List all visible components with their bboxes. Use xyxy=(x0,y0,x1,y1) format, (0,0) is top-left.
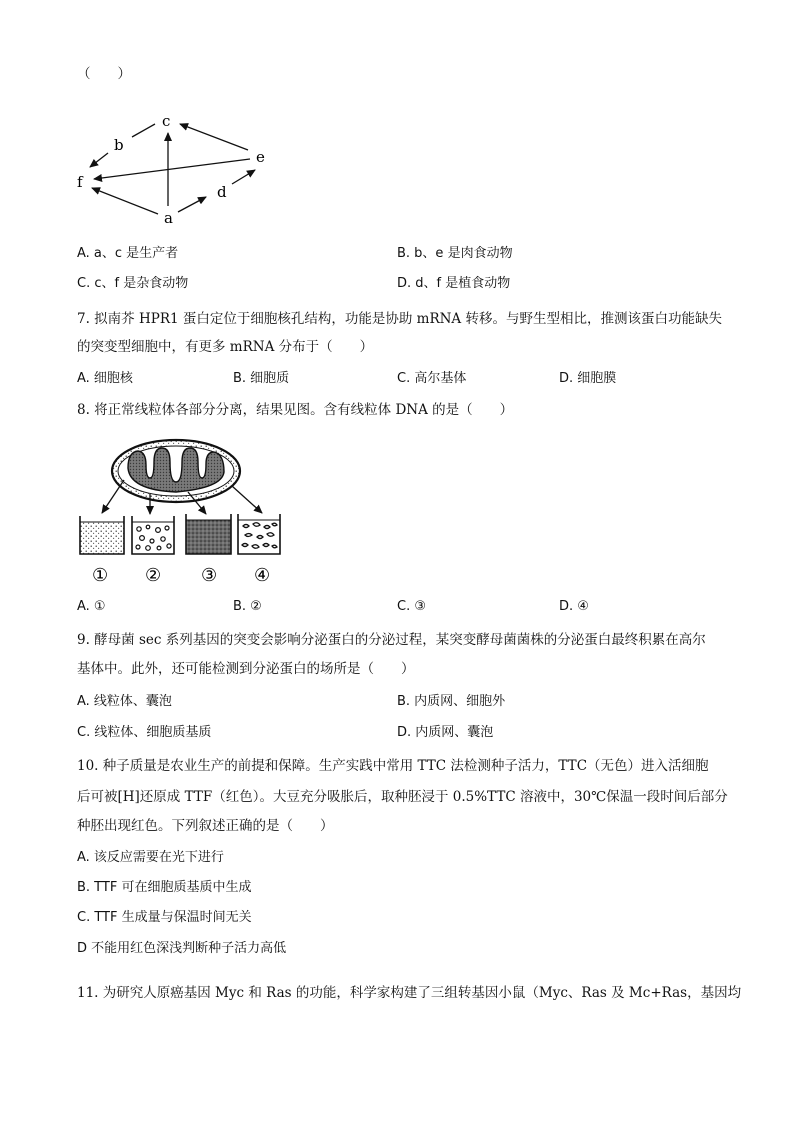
q9-option-d[interactable]: D. 内质网、囊泡 xyxy=(397,725,494,740)
q7-option-c[interactable]: C. 高尔基体 xyxy=(397,371,467,386)
q7-stem-line1: 7. 拟南芥 HPR1 蛋白定位于细胞核孔结构，功能是协助 mRNA 转移。与野生型相比，推测该蛋白功能缺失 xyxy=(77,311,722,327)
q10-stem-line2: 后可被[H]还原成 TTF（红色）。大豆充分吸胀后，取种胚浸于 0.5%TTC 溶液中，30℃保温一段时间后部分 xyxy=(77,789,728,805)
fraction-label-1: ① xyxy=(92,565,109,586)
node-f: f xyxy=(77,173,83,191)
q7-stem-line2: 的突变型细胞中，有更多 mRNA 分布于（ ） xyxy=(77,339,374,355)
q9-option-a[interactable]: A. 线粒体、囊泡 xyxy=(77,694,172,709)
q10-stem-line1: 10. 种子质量是农业生产的前提和保障。生产实践中常用 TTC 法检测种子活力，TTC（无色）进入活细胞 xyxy=(77,758,709,774)
q6-option-b[interactable]: B. b、e 是肉食动物 xyxy=(397,246,513,261)
q11-stem-line1: 11. 为研究人原癌基因 Myc 和 Ras 的功能，科学家构建了三组转基因小鼠（Myc、Ras 及 Mc+Ras，基因均 xyxy=(77,985,742,1001)
arrow-to-fraction-4 xyxy=(232,486,262,513)
q10-option-d[interactable]: D 不能用红色深浅判断种子活力高低 xyxy=(77,941,287,956)
q7-option-b[interactable]: B. 细胞质 xyxy=(233,371,290,386)
q7-option-d[interactable]: D. 细胞膜 xyxy=(559,371,617,386)
q9-option-b[interactable]: B. 内质网、细胞外 xyxy=(397,694,506,709)
q8-option-d[interactable]: D. ④ xyxy=(559,599,589,614)
q6-option-d[interactable]: D. d、f 是植食动物 xyxy=(397,276,511,291)
q10-option-a[interactable]: A. 该反应需要在光下进行 xyxy=(77,850,224,865)
fraction-tube-3 xyxy=(186,514,231,554)
q8-stem: 8. 将正常线粒体各部分分离，结果见图。含有线粒体 DNA 的是（ ） xyxy=(77,402,514,418)
q10-option-c[interactable]: C. TTF 生成量与保温时间无关 xyxy=(77,910,252,925)
q6-option-c[interactable]: C. c、f 是杂食动物 xyxy=(77,276,189,291)
fraction-label-3: ③ xyxy=(201,565,218,586)
q9-stem-line2: 基体中。此外，还可能检测到分泌蛋白的场所是（ ） xyxy=(77,661,415,677)
fraction-tube-2 xyxy=(132,516,174,554)
q10-option-b[interactable]: B. TTF 可在细胞质基质中生成 xyxy=(77,880,252,895)
fraction-label-2: ② xyxy=(145,565,162,586)
node-e: e xyxy=(256,148,265,166)
q6-answer-bracket: （ ） xyxy=(77,66,131,82)
q6-option-a[interactable]: A. a、c 是生产者 xyxy=(77,246,179,261)
fraction-tube-1 xyxy=(80,516,124,554)
q7-option-a[interactable]: A. 细胞核 xyxy=(77,371,133,386)
node-c: c xyxy=(162,112,171,130)
q8-option-b[interactable]: B. ② xyxy=(233,599,262,614)
q8-option-a[interactable]: A. ① xyxy=(77,599,106,614)
q8-option-c[interactable]: C. ③ xyxy=(397,599,426,614)
q10-stem-line3: 种胚出现红色。下列叙述正确的是（ ） xyxy=(77,818,334,834)
q9-stem-line1: 9. 酵母菌 sec 系列基因的突变会影响分泌蛋白的分泌过程，某突变酵母菌菌株的分泌蛋白最终积累在高尔 xyxy=(77,632,706,648)
node-d: d xyxy=(217,183,227,201)
fraction-label-4: ④ xyxy=(254,565,271,586)
node-b: b xyxy=(114,136,124,154)
fraction-tube-4 xyxy=(238,514,280,554)
arrow-to-fraction-1 xyxy=(102,480,124,513)
node-a: a xyxy=(164,209,173,227)
q9-option-c[interactable]: C. 线粒体、细胞质基质 xyxy=(77,725,212,740)
